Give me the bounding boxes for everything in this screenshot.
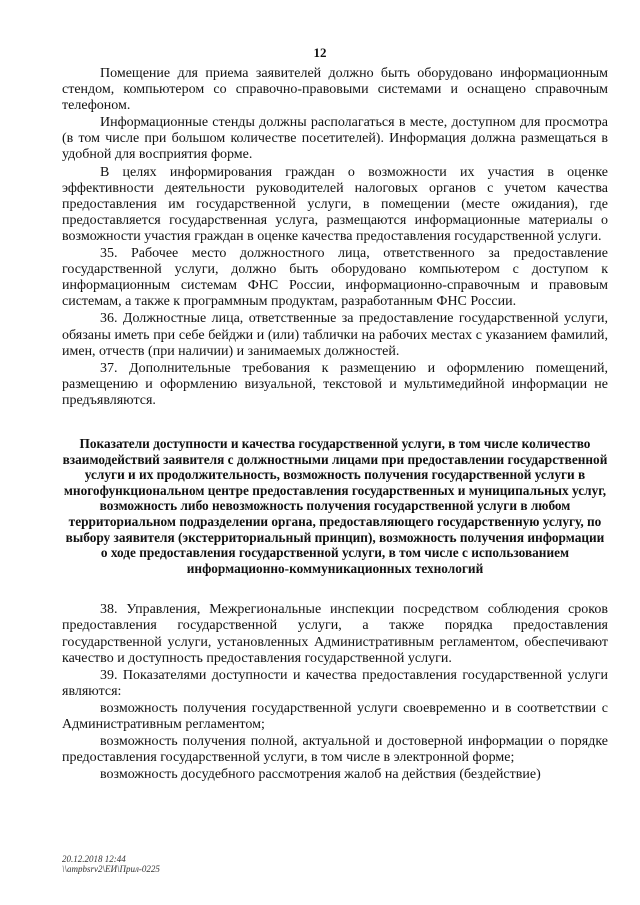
page-number: 12 (313, 45, 327, 60)
paragraph: возможность получения государственной услуги своевременно и в соответствии с Административным регламентом; (62, 700, 608, 732)
document-body (62, 66, 608, 784)
paragraph: Помещение для приема заявителей должно быть оборудовано информационным стендом, компьютером со справочно-правовыми системами и оснащено справочным телефоном. (62, 66, 608, 114)
footer-date: 20.12.2018 12:44 (62, 854, 126, 864)
footer-path: \\ampbsrv2\ЕИ\Прил-0225 (62, 864, 160, 874)
paragraph: Информационные стенды должны располагаться в месте, доступном для просмотра (в том числе при большом количестве посетителей). Информация должна размещаться в удобной для восприятия форме. (62, 115, 608, 163)
paragraph: 37. Дополнительные требования к размещению и оформлению помещений, размещению и оформлению визуальной, текстовой и мультимедийной информации не предъявляются. (62, 360, 608, 408)
paragraph: возможность получения полной, актуальной и достоверной информации о порядке предоставления государственной услуги, в том числе в электронной форме; (62, 734, 608, 766)
paragraph: 38. Управления, Межрегиональные инспекции посредством соблюдения сроков предоставления государственной услуги, а также порядка предоставления государственной услуги, установленных Административным регламентом, обеспечивают качество и доступность предоставления государственной услуги. (62, 602, 608, 666)
paragraph: 35. Рабочее место должностного лица, ответственного за предоставление государственной услуги, должно быть оборудовано компьютером с доступом к информационным системам ФНС России, информационно-справочным и правовым системам, а также к программным продуктам, разработанным ФНС России. (62, 246, 608, 310)
paragraph: 39. Показателями доступности и качества предоставления государственной услуги являются: (62, 667, 608, 699)
section-heading: Показатели доступности и качества государственной услуги, в том числе количество взаимодействий заявителя с должностными лицами при предоставлении государственной услуги и их продолжительность, возможность получения государственной услуги в многофункциональном центре предоставления государственных и муниципальных услуг, возможность либо невозможность получения государственной услуги в любом территориальном подразделении органа, предоставляющего государственную услугу, по выбору заявителя (экстерриториальный принцип), возможность получения информации о ходе предоставления государственной услуги, в том числе с использованием информационно-коммуникационных технологий (62, 435, 608, 576)
paragraph: 36. Должностные лица, ответственные за предоставление государственной услуги, обязаны иметь при себе бейджи и (или) таблички на рабочих местах с указанием фамилий, имен, отчеств (при наличии) и занимаемых должностей. (62, 311, 608, 359)
paragraph: В целях информирования граждан о возможности их участия в оценке эффективности деятельности руководителей налоговых органов с учетом качества предоставления им государственной услуги, в помещении (месте ожидания), где предоставляется государственная услуга, размещаются информационные материалы о возможности участия граждан в оценке качества предоставления государственной услуги. (62, 164, 608, 244)
page-footer (62, 854, 160, 874)
paragraph: возможность досудебного рассмотрения жалоб на действия (бездействие) (100, 767, 541, 783)
